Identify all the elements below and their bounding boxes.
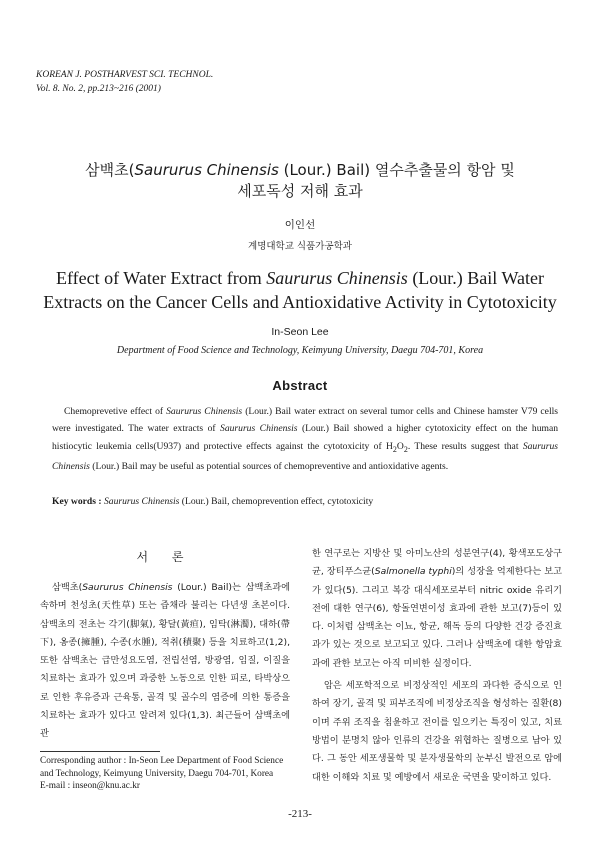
intro-paragraph-1: 한 연구로는 지방산 및 아미노산의 성분연구(4), 황색포도상구균, 장티푸스균(Salmonella typhi)의 성장을 억제한다는 보고가 있다(5). 그리고 복강 대식세포로부터 nitric oxide 유리기전에 대한 연구(6), 항돌연변이성 효과에 관한 보고(7)등이 있다. 이처럼 삼백초는 이뇨, 항균, 해독 등의 다양한 건강 증진효과가 있는 것으로 보고되고 있다. 그러나 삼백초에 대한 항암효과에 관한 보고는 아직 미비한 실정이다.: [312, 548, 562, 669]
intro-paragraph-2: 암은 세포학적으로 비정상적인 세포의 과다한 증식으로 인하여 장기, 골격 및 피부조직에 비정상조직을 형성하는 질환(8)이며 주위 조직을 침윤하고 전이를 일으키는 특징이 있고, 치료방법이 분명치 않아 인류의 건강을 위협하는 질병으로 남아 있다. 그 동안 세포생물학 및 분자생물학의 눈부신 발전으로 암에 대한 이해와 치료 및 예방에서 새로운 국면을 맞이하고 있다.: [312, 680, 562, 783]
page-number: -213-: [288, 808, 312, 820]
intro-right-column: [312, 545, 562, 787]
journal-header: [36, 68, 213, 96]
footnote-divider: [40, 751, 160, 752]
abstract-body: Chemoprevetive effect of Saururus Chinensis (Lour.) Bail water extract on several tumor cells and Chinese hamster V79 cells were investigated. The water extracts of Saururus Chinensis (Lour.) Bail showed a higher cytotoxicity effect on the human histiocytic leukemia cells(U937) and protective effects against the cytotoxicity of $H_2O_2$. These results suggest that Saururus Chinensis (Lour.) Bail may be useful as potential sources of chemopreventive and antioxidative agents.: [52, 406, 559, 472]
keywords: Key words : Saururus Chinensis (Lour.) Bail, chemoprevention effect, cytotoxicity: [52, 496, 374, 507]
author-email: E-mail : inseon@knu.ac.kr: [40, 781, 140, 792]
species-name: Saururus Chinensis: [266, 268, 408, 288]
english-title: Effect of Water Extract from Saururus Chinensis (Lour.) Bail Water Extracts on the Cancer Cells and Antioxidative Activity in Cytotoxicity: [43, 268, 557, 312]
author-korean: 이인선: [284, 219, 316, 231]
abstract-heading: Abstract: [272, 378, 328, 393]
author-english: In-Seon Lee: [271, 326, 329, 338]
section-heading-introduction: 서 론: [136, 550, 194, 564]
journal-name: KOREAN J. POSTHARVEST SCI. TECHNOL.: [36, 70, 214, 80]
affiliation-korean: 계명대학교 식품가공학과: [248, 241, 352, 252]
affiliation-english: Department of Food Science and Technology, Keimyung University, Daegu 704-701, Korea: [116, 345, 484, 356]
species-name: Saururus Chinensis: [134, 161, 279, 179]
korean-title: 삼백초(Saururus Chinensis (Lour.) Bail) 열수추출물의 항암 및 세포독성 저해 효과: [85, 161, 515, 200]
journal-volume: Vol. 8. No. 2, pp.213~216 (2001): [36, 84, 161, 94]
corresponding-author-footnote: Corresponding author : In-Seon Lee Department of Food Science and Technology, Keimyung University, Daegu 704-701, Korea E-mail : inseon@knu.ac.kr: [40, 755, 290, 793]
intro-left-column: 삼백초(Saururus Chinensis (Lour.) Bail)는 삼백초과에 속하며 천성초(天性草) 또는 즙채라 불리는 다년생 초본이다. 삼백초의 전초는 각기(脚氣), 황달(黃疸), 임탁(淋濁), 대하(帶下), 옹종(擁腫), 수종(水腫), 적취(積聚) 등을 치료하고(1,2), 또한 삼백초는 급만성요도염, 전립선염, 방광염, 임질, 이질을 치료하는 효과가 있으며 과중한 노동으로 인한 피로, 타박상으로 인한 후유증과 근육통, 골격 및 골수의 염증에 의한 통증을 치료하는 효과가 있다고 알려져 있다(1,3). 최근들어 삼백초에 관: [40, 582, 290, 740]
keywords-label: Key words :: [52, 496, 104, 507]
